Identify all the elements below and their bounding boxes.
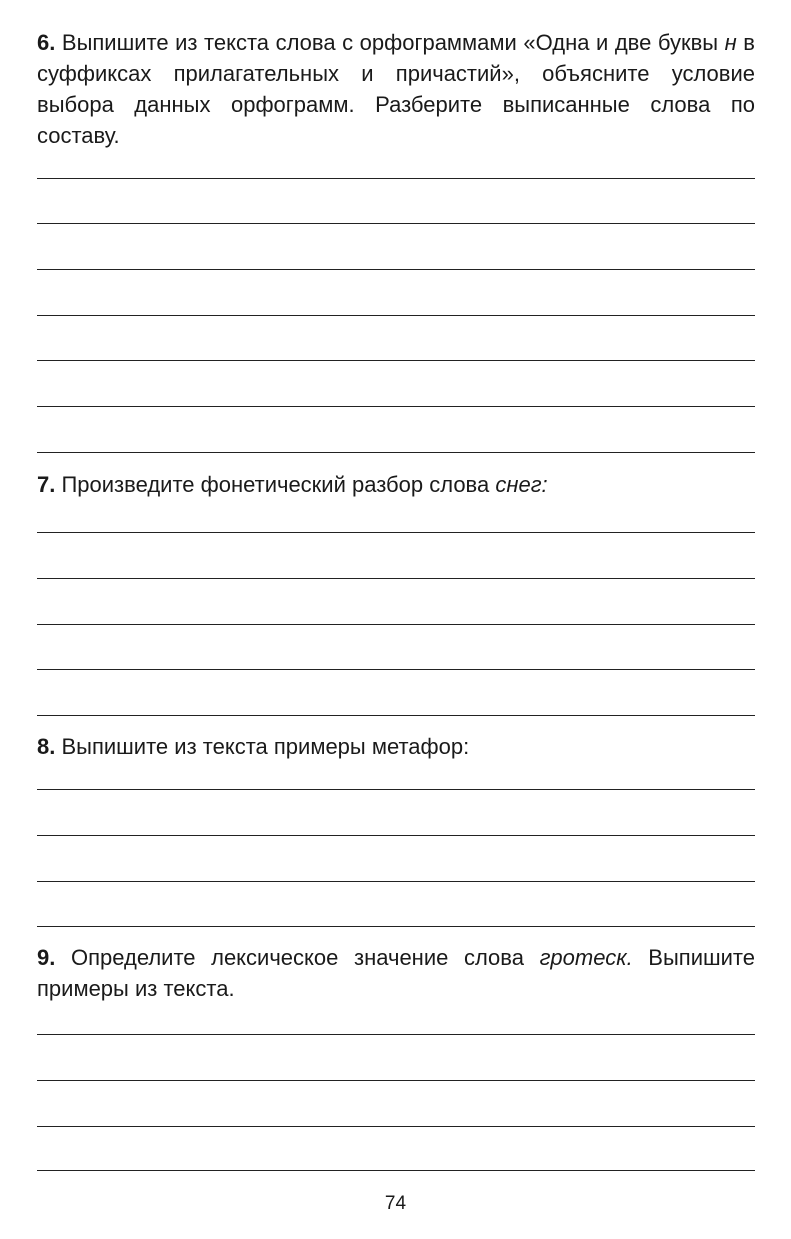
task-9-text: Определите лексическое значение слова [55,945,540,970]
task-6-italic: н [724,30,737,55]
answer-line[interactable] [37,926,755,927]
answer-line[interactable] [37,1080,755,1081]
task-6 [37,27,755,151]
answer-line[interactable] [37,624,755,625]
task-8-text: Выпишите из текста примеры метафор: [55,734,470,759]
answer-line[interactable] [37,532,755,533]
task-9-text-cont: Выпишите примеры из текста. [37,945,755,1001]
answer-line[interactable] [37,269,755,270]
answer-line[interactable] [37,835,755,836]
answer-line[interactable] [37,715,755,716]
answer-line[interactable] [37,669,755,670]
task-7-italic: снег: [495,472,548,497]
answer-line[interactable] [37,578,755,579]
task-7-text: Произведите фонетический разбор слова [55,472,496,497]
answer-line[interactable] [37,789,755,790]
task-6-text: Выпишите из текста слова с орфограммами «Одна и две буквы [55,30,725,55]
answer-line[interactable] [37,315,755,316]
answer-line[interactable] [37,223,755,224]
task-8 [37,731,755,762]
task-8-number: 8. [37,734,56,759]
answer-line[interactable] [37,1170,755,1171]
task-6-text-cont: в суффиксах прилагательных и причастий», объясните условие выбора данных орфограмм. Разберите выписанные слова по составу. [37,30,755,148]
task-9-italic: гротеск. [539,945,633,970]
answer-line[interactable] [37,1126,755,1127]
page-number: 74 [384,1193,407,1214]
task-7 [37,469,755,500]
task-7-number: 7. [37,472,56,497]
answer-line[interactable] [37,178,755,179]
answer-line[interactable] [37,360,755,361]
answer-line[interactable] [37,1034,755,1035]
answer-line[interactable] [37,452,755,453]
answer-line[interactable] [37,406,755,407]
task-9 [37,942,755,1004]
answer-line[interactable] [37,881,755,882]
task-6-number: 6. [37,30,56,55]
task-9-number: 9. [37,945,56,970]
